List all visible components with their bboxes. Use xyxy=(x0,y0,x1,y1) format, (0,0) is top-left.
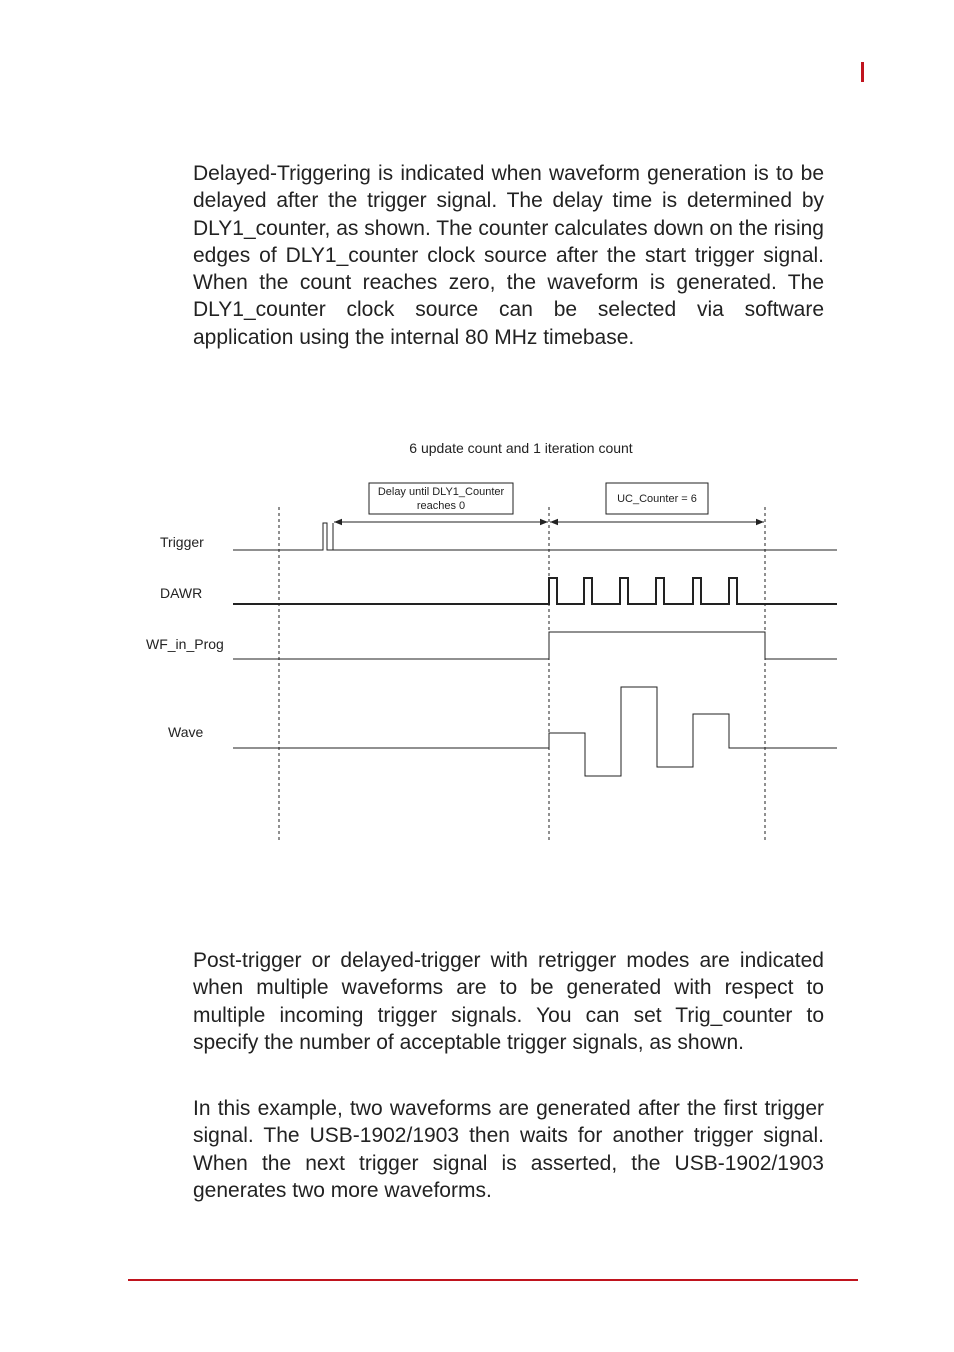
delay-label-line2: reaches 0 xyxy=(416,500,466,512)
uc-counter-label: UC_Counter = 6 xyxy=(617,493,697,505)
wave-waveform xyxy=(233,687,837,776)
footer-rule xyxy=(128,1279,858,1281)
dawr-waveform xyxy=(233,578,837,604)
diagram-title: 6 update count and 1 iteration count xyxy=(409,440,633,456)
delay-label-line1: Delay until DLY1_Counter xyxy=(377,486,505,498)
paragraph-example: In this example, two waveforms are generated after the first trigger signal. The USB-1902/1903 then waits for another trigger signal. When the next trigger signal is asserted, the USB-1902/1903 generates two more waveforms. xyxy=(193,1097,824,1202)
signal-label-trigger: Trigger xyxy=(160,534,204,550)
trigger-waveform xyxy=(233,523,837,550)
signal-label-wf-in-prog: WF_in_Prog xyxy=(146,636,224,652)
signal-label-wave: Wave xyxy=(168,724,204,740)
paragraph-retrigger-modes: Post-trigger or delayed-trigger with retrigger modes are indicated when multiple waveforms are to be generated with respect to multiple incoming trigger signals. You can set Trig_counter to specify the number of acceptable trigger signals, as shown. xyxy=(193,949,824,1054)
paragraph-delayed-trigger: Delayed-Triggering is indicated when waveform generation is to be delayed after the trigger signal. The delay time is determined by DLY1_counter, as shown. The counter calculates down on the rising edges of DLY1_counter clock source after the start trigger signal. When the count reaches zero, the waveform is generated. The DLY1_counter clock source can be selected via software application using the internal 80 MHz timebase. xyxy=(193,162,824,349)
signal-label-dawr: DAWR xyxy=(160,585,203,601)
wf-in-prog-waveform xyxy=(233,632,837,659)
